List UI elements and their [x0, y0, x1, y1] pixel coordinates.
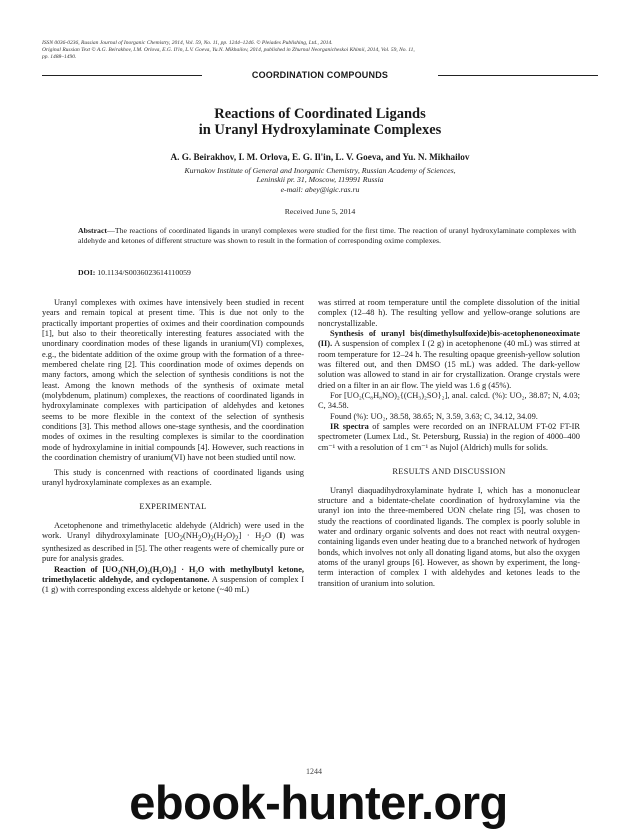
exp-text-a: Acetophenone and trimethylacetic aldehyde (Aldrich) were used in the work. Uranyl dihydroxylaminate [UO [42, 520, 304, 540]
exp-text-c: O) [201, 530, 211, 540]
section-rule-right [438, 75, 598, 76]
header-line-3: pp. 1488–1490. [42, 54, 77, 60]
paper-title [42, 106, 598, 138]
title-line-2: in Uranyl Hydroxylaminate Complexes [198, 122, 442, 138]
received-date: Received June 5, 2014 [284, 207, 356, 216]
affiliation-line-2: Leninskii pr. 31, Moscow, 119991 Russia [256, 175, 384, 185]
section-heading-results: RESULTS AND DISCUSSION [392, 467, 506, 477]
authors: A. G. Beirakhov, I. M. Orlova, E. G. Il'in, L. V. Goeva, and Yu. N. Mikhailov [170, 152, 470, 162]
synthesis-paragraph [318, 329, 580, 391]
section-label: COORDINATION COMPOUNDS [251, 70, 389, 80]
experimental-paragraph-1 [42, 521, 304, 565]
sub-2: 2 [210, 534, 214, 543]
affiliation-email[interactable]: e-mail: abey@igic.ras.ru [280, 184, 360, 194]
section-heading-experimental: EXPERIMENTAL [139, 502, 207, 512]
abstract [78, 226, 576, 245]
watermark: ebook-hunter.org [129, 776, 508, 829]
analysis-found: Found (%): UO₂, 38.58, 38.65; N, 3.59, 3.63; C, 34.12, 34.09. [330, 411, 538, 421]
header-line-2: Original Russian Text © A.G. Beirakhov, I.M. Orlova, E.G. Il'in, L.V. Goeva, Yu.N. Mikhailov, 2014, published in Zhurnal Neorganicheskoi Khimii, 2014, Vol. 59, No. 11, [42, 47, 415, 53]
sub-2: 2 [261, 534, 265, 543]
journal-header [42, 40, 602, 61]
doi-label: DOI: [78, 268, 96, 277]
reaction-heading: Reaction of [UO₂(NH₂O)₂(H₂O)₂] · H₂O with methylbutyl ketone, trimethylacetic aldehyde, and cyclopentanone. [42, 564, 304, 584]
analysis-calcd: For [UO₂(C₈H₈NO)₂{(CH₃)₂SO}₂], anal. calcd. (%): UO₂, 38.87; N, 4.03; C, 34.58. [318, 391, 580, 411]
sub-2: 2 [222, 534, 227, 543]
doi-value[interactable]: 10.1134/S0036023614110059 [97, 268, 191, 277]
intro-paragraph-2: This study is concenrned with reactions of coordinated ligands using uranyl hydroxylaminate complexes as an example. [42, 467, 304, 487]
reaction-text: A suspension of complex I (1 g) with corresponding excess aldehyde or ketone (~40 mL) [42, 574, 304, 595]
title-line-1: Reactions of Coordinated Ligands [214, 106, 426, 122]
abstract-label: Abstract [78, 226, 108, 235]
exp-text-i: ) was synthesized as described in [5]. The other reagents were of chemically pure or pure for analysis grades. [42, 530, 304, 564]
left-column [42, 298, 304, 596]
affiliation [42, 166, 598, 194]
abstract-text: —The reactions of coordinated ligands in uranyl complexes were studied for the first time. The reaction of uranyl hydroxylaminate complexes with aldehyde and ketones of different structure was shown to result in the formation of corresponding oxime complexes. [78, 226, 576, 245]
page-number: 1244 [306, 767, 322, 776]
affiliation-line-1: Kurnakov Institute of General and Inorganic Chemistry, Russian Academy of Sciences, [184, 166, 456, 175]
sub-2: 2 [234, 534, 239, 543]
sub-2: 2 [179, 534, 184, 543]
exp-text-f: ] · H [238, 530, 262, 540]
exp-text-e: O) [226, 530, 235, 540]
sub-2: 2 [197, 534, 202, 543]
intro-paragraph-1: Uranyl complexes with oximes have intensively been studied in recent years and remain topical at present time. This is due not only to the practically important properties of oximes and their coordination compounds [1], but also to their theoretically interesting features associated with the unordinary coordination modes of these ligands in uranium(VI) complexes, e.g., the bidentate addition of the oxime group with the formation of a three-membered chelate ring [2]. This coordination mode of oximes depends on many factors, among which the selection of synthesis conditions is not the least. Among the known methods of the synthesis of oximate metal (molybdenum, platinum) complexes, the reactions of coordinated ligands in hydroxylaminate complexes with participation of aldehydes and ketones seems to be more flexible in the context of the selection of synthesis conditions [3]. This method allows one-stage synthesis, and the coordination modes of oximes in the resulting complexes is similar to the coordination mode of hydroxylamine in initial compounds [4]. However, such reactions in the coordination chemistry of uranium(VI) have not been studied until now. [42, 298, 304, 463]
compound-label-i: I [279, 530, 283, 540]
header-line-1: ISSN 0036-0236, Russian Journal of Inorganic Chemistry, 2014, Vol. 59, No. 11, pp. 1244–1246. © Pleiades Publishing, Ltd., 2014. [42, 40, 333, 46]
exp-text-b: (NH [183, 530, 198, 540]
experimental-paragraph-2 [42, 565, 304, 596]
exp-text-g: O ( [264, 530, 280, 540]
ir-paragraph [318, 422, 580, 453]
doi [78, 268, 191, 277]
results-paragraph: Uranyl diaquadihydroxylaminate hydrate I, which has a mononuclear structure and a bidentate-chelate coordination of hydroxylamine via the uranyl ion into the three-membered UON chelate ring [5], was chosen to study the reactions of coordinated ligands. The complex is poorly soluble in water and ordinary organic solvents and does not react with neutral oxygen-containing ligands even under heating due to a branched network of hydrogen bonds, which involves not only all donating ligand atoms, but also the oxygen atoms of the uranyl groups [6]. However, as shown by experiment, the long-term interaction of complex I with aldehydes and ketones leads to the transition of uranium into solution. [318, 485, 580, 588]
ir-heading: IR spectra [330, 422, 369, 432]
synthesis-heading: Synthesis of uranyl bis(dimethylsulfoxide)bis-acetophenoneoximate (II). [318, 329, 580, 349]
right-column [318, 298, 580, 589]
section-banner [42, 72, 598, 80]
synthesis-text: A suspension of complex I (2 g) in acetophenone (40 mL) was stirred at room temperature for 12–24 h. The resulting opaque greenish-yellow solution was filtered out, and then DMSO (15 mL) was added. The dark-yellow solution was allowed to stand in air for crystallization. Orange crystals were dried on a filter in an air flow. The yield was 1.6 g (45%). [318, 339, 580, 390]
exp-text-d: (H [213, 530, 223, 540]
continued-paragraph: was stirred at room temperature until the complete dissolution of the initial complex (12–48 h). The resulting yellow and yellow-orange solutions are noncrystallizable. [318, 298, 580, 328]
ir-text: of samples were recorded on an INFRALUM FT-02 FT-IR spectrometer (Lumex Ltd., St. Petersburg, Russia) in the region of 4000–400 cm⁻¹ with a resolution of 1 cm⁻¹ as Nujol (Aldrich) mulls for solids. [318, 422, 580, 452]
